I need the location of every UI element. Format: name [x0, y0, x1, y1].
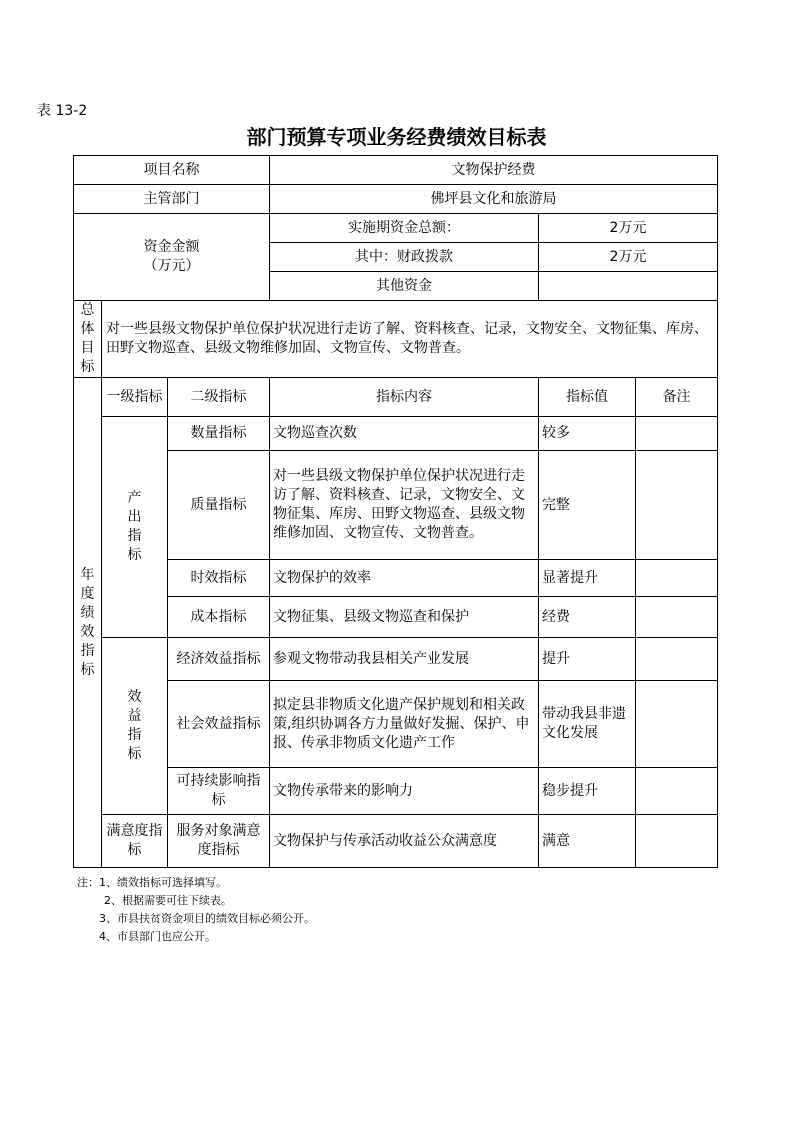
- value-cell: 提升: [539, 638, 636, 681]
- content-cell: 文物征集、县级文物巡查和保护: [270, 597, 539, 638]
- output-indicators-label: 产 出 指 标: [102, 417, 168, 638]
- table-row: [74, 597, 718, 638]
- value-cell: 稳步提升: [539, 768, 636, 815]
- table-row: [74, 815, 718, 868]
- level2-cell: 经济效益指标: [168, 638, 270, 681]
- level2-cell: 成本指标: [168, 597, 270, 638]
- project-name-value: 文物保护经费: [270, 156, 718, 185]
- remark-cell: [636, 417, 718, 451]
- department-label: 主管部门: [74, 185, 270, 214]
- table-number-label: 表 13-2: [37, 103, 88, 119]
- remark-cell: [636, 597, 718, 638]
- funds-other-value: [539, 272, 718, 301]
- remark-cell: [636, 768, 718, 815]
- funds-unit-text: （万元）: [143, 258, 200, 274]
- remark-cell: [636, 681, 718, 768]
- remark-cell: [636, 638, 718, 681]
- annual-indicators-label: 年 度 绩 效 指 标: [74, 378, 102, 868]
- overall-goal-text: 对一些县级文物保护单位保护状况进行走访了解、资料核查、记录，文物安全、文物征集、库房、田野文物巡查、县级文物维修加固、文物宣传、文物普查。: [102, 301, 718, 378]
- benefit-indicators-label: 效 益 指 标: [102, 638, 168, 815]
- table-row: [74, 185, 718, 214]
- header-content: 指标内容: [270, 378, 539, 417]
- content-cell: 文物保护的效率: [270, 560, 539, 597]
- header-level1: 一级指标: [102, 378, 168, 417]
- funds-label-text: 资金金额: [143, 239, 200, 255]
- level2-cell: 可持续影响指标: [168, 768, 270, 815]
- value-cell: 较多: [539, 417, 636, 451]
- table-row: [74, 681, 718, 768]
- level2-cell: 服务对象满意度指标: [168, 815, 270, 868]
- table-row: [74, 451, 718, 560]
- level2-cell: 质量指标: [168, 451, 270, 560]
- table-row: [74, 378, 718, 417]
- value-cell: 带动我县非遗文化发展: [539, 681, 636, 768]
- table-row: [74, 156, 718, 185]
- footnote-2: 2、根据需要可往下续表。: [104, 894, 232, 907]
- department-value: 佛坪县文化和旅游局: [270, 185, 718, 214]
- level2-cell: 时效指标: [168, 560, 270, 597]
- header-value: 指标值: [539, 378, 636, 417]
- table-row: [74, 560, 718, 597]
- value-cell: 完整: [539, 451, 636, 560]
- funds-fiscal-value: 2万元: [539, 243, 718, 272]
- funds-fiscal-label: 其中：财政拨款: [270, 243, 539, 272]
- header-level2: 二级指标: [168, 378, 270, 417]
- table-row: [74, 768, 718, 815]
- funds-label: [74, 214, 270, 301]
- level2-cell: 社会效益指标: [168, 681, 270, 768]
- footnote-1: 注：1、绩效指标可选择填写。: [77, 876, 227, 889]
- content-cell: 对一些县级文物保护单位保护状况进行走访了解、资料核查、记录，文物安全、文物征集、库房、田野文物巡查、县级文物维修加固、文物宣传、文物普查。: [270, 451, 539, 560]
- level2-cell: 数量指标: [168, 417, 270, 451]
- table-row: [74, 301, 718, 378]
- overall-goal-label: 总 体 目 标: [74, 301, 102, 378]
- table-row: [74, 638, 718, 681]
- content-cell: 文物传承带来的影响力: [270, 768, 539, 815]
- footnotes: [77, 874, 315, 946]
- value-cell: 经费: [539, 597, 636, 638]
- funds-other-label: 其他资金: [270, 272, 539, 301]
- value-cell: 满意: [539, 815, 636, 868]
- footnote-4: 4、市县部门也应公开。: [99, 930, 216, 943]
- content-cell: 参观文物带动我县相关产业发展: [270, 638, 539, 681]
- remark-cell: [636, 451, 718, 560]
- content-cell: 文物保护与传承活动收益公众满意度: [270, 815, 539, 868]
- remark-cell: [636, 560, 718, 597]
- header-remark: 备注: [636, 378, 718, 417]
- performance-target-table: [73, 155, 718, 868]
- footnote-3: 3、市县扶贫资金项目的绩效目标必须公开。: [99, 912, 315, 925]
- remark-cell: [636, 815, 718, 868]
- content-cell: 文物巡查次数: [270, 417, 539, 451]
- table-row: [74, 417, 718, 451]
- project-name-label: 项目名称: [74, 156, 270, 185]
- funds-total-label: 实施期资金总额：: [270, 214, 539, 243]
- table-row: [74, 214, 718, 243]
- value-cell: 显著提升: [539, 560, 636, 597]
- satisfaction-indicators-label: 满意度指标: [102, 815, 168, 868]
- content-cell: 拟定县非物质文化遗产保护规划和相关政策,组织协调各方力量做好发掘、保护、申报、传承非物质文化遗产工作: [270, 681, 539, 768]
- funds-total-value: 2万元: [539, 214, 718, 243]
- document-title: 部门预算专项业务经费绩效目标表: [246, 125, 547, 149]
